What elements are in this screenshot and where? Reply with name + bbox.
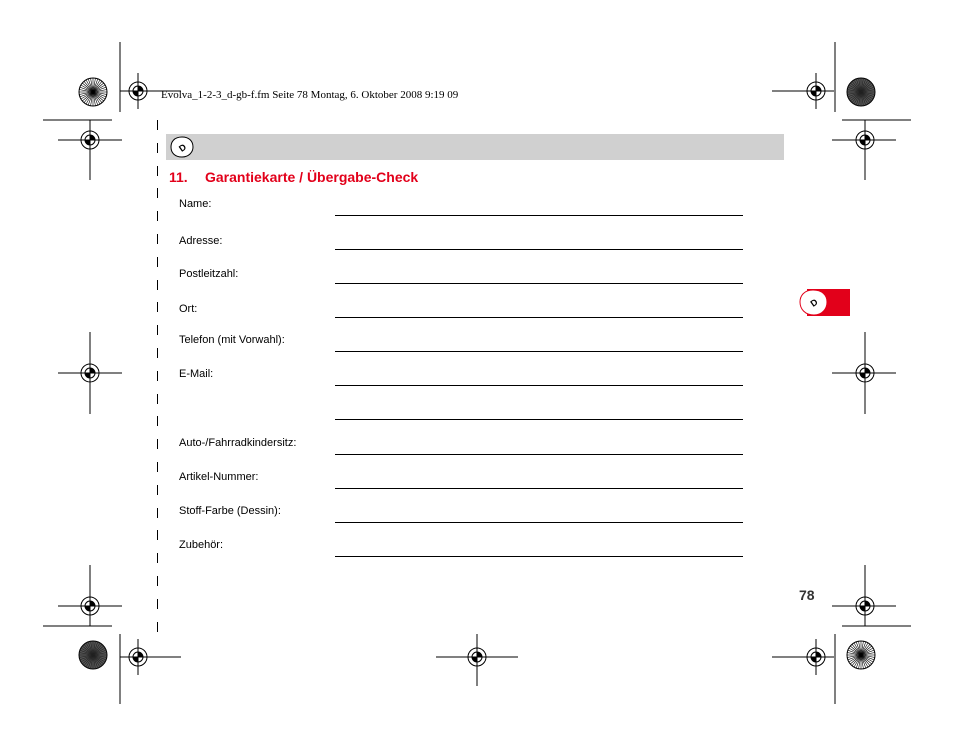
margin-dash bbox=[157, 553, 158, 563]
write-line-telefon[interactable] bbox=[335, 351, 743, 352]
write-line-artikel-nummer[interactable] bbox=[335, 488, 743, 489]
label-adresse: Adresse: bbox=[179, 235, 223, 247]
starburst-mark bbox=[79, 78, 107, 106]
write-line-ort[interactable] bbox=[335, 317, 743, 318]
label-artikel-nummer: Artikel-Nummer: bbox=[179, 471, 259, 483]
crosshair-mark bbox=[120, 73, 156, 109]
margin-dash bbox=[157, 622, 158, 632]
crosshair-mark bbox=[798, 639, 834, 675]
crosshair-mark bbox=[72, 355, 108, 391]
margin-dash bbox=[157, 257, 158, 267]
margin-dash bbox=[157, 530, 158, 540]
label-zubehoer: Zubehör: bbox=[179, 539, 224, 551]
crosshair-mark bbox=[847, 588, 883, 624]
margin-dash bbox=[157, 120, 158, 130]
margin-dash bbox=[157, 576, 158, 586]
label-postleitzahl: Postleitzahl: bbox=[179, 268, 239, 280]
section-title bbox=[169, 169, 418, 185]
crosshair-mark bbox=[72, 122, 108, 158]
crosshair-mark bbox=[120, 639, 156, 675]
label-telefon: Telefon (mit Vorwahl): bbox=[179, 334, 285, 346]
margin-dash bbox=[157, 166, 158, 176]
crosshair-mark bbox=[847, 122, 883, 158]
write-line-postleitzahl[interactable] bbox=[335, 283, 743, 284]
margin-dash bbox=[157, 280, 158, 290]
write-line-name[interactable] bbox=[335, 215, 743, 216]
margin-dash bbox=[157, 234, 158, 244]
write-line-email-2[interactable] bbox=[335, 419, 743, 420]
label-kindersitz: Auto-/Fahrradkindersitz: bbox=[179, 437, 297, 449]
label-name: Name: bbox=[179, 198, 212, 210]
margin-dash bbox=[157, 599, 158, 609]
label-ort: Ort: bbox=[179, 303, 198, 315]
margin-dash bbox=[157, 348, 158, 358]
crosshair-mark bbox=[459, 639, 495, 675]
language-badge-top-label: D bbox=[177, 141, 189, 154]
margin-dash bbox=[157, 416, 158, 426]
language-badge-top bbox=[170, 136, 194, 158]
chapter-bar bbox=[166, 134, 784, 160]
write-line-email[interactable] bbox=[335, 385, 743, 386]
margin-dash bbox=[157, 302, 158, 312]
write-line-adresse[interactable] bbox=[335, 249, 743, 250]
margin-dash bbox=[157, 143, 158, 153]
page-number: 78 bbox=[799, 587, 815, 603]
margin-dash bbox=[157, 371, 158, 381]
label-email: E-Mail: bbox=[179, 368, 214, 380]
registration-disc-mark bbox=[847, 78, 875, 106]
starburst-mark bbox=[847, 641, 875, 669]
margin-dash bbox=[157, 485, 158, 495]
language-side-tab bbox=[799, 289, 850, 316]
crosshair-mark bbox=[847, 355, 883, 391]
margin-dash bbox=[157, 439, 158, 449]
section-title-text: Garantiekarte / Übergabe-Check bbox=[205, 169, 419, 185]
margin-dash bbox=[157, 394, 158, 404]
write-line-zubehoer[interactable] bbox=[335, 556, 743, 557]
file-info-header: Evolva_1-2-3_d-gb-f.fm Seite 78 Montag, 6. Oktober 2008 9:19 09 bbox=[161, 89, 459, 101]
margin-dash bbox=[157, 508, 158, 518]
margin-dash bbox=[157, 211, 158, 221]
crosshair-mark bbox=[798, 73, 834, 109]
label-stoff-farbe: Stoff-Farbe (Dessin): bbox=[179, 505, 281, 517]
write-line-stoff-farbe[interactable] bbox=[335, 522, 743, 523]
registration-disc-mark bbox=[79, 641, 107, 669]
language-side-tab-label: D bbox=[808, 296, 820, 309]
crosshair-mark bbox=[72, 588, 108, 624]
margin-dash bbox=[157, 462, 158, 472]
margin-dash bbox=[157, 188, 158, 198]
write-line-kindersitz[interactable] bbox=[335, 454, 743, 455]
section-number: 11. bbox=[169, 169, 188, 185]
margin-dash bbox=[157, 325, 158, 335]
